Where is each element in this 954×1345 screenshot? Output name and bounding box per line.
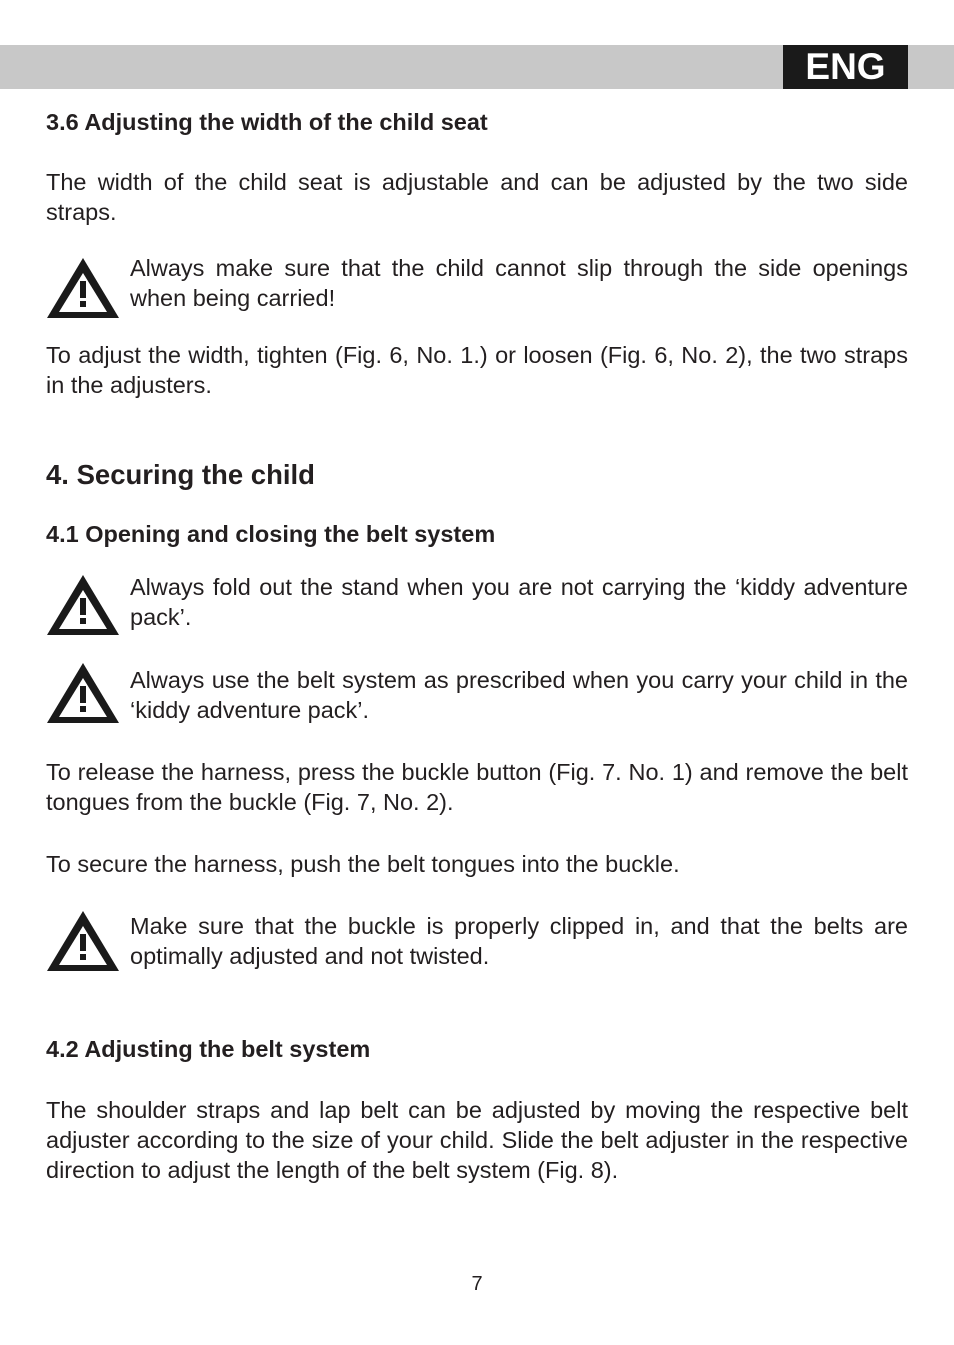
paragraph: The width of the child seat is adjustable and can be adjusted by the two side straps. — [46, 169, 908, 225]
section-heading-4: 4. Securing the child — [46, 459, 315, 490]
warning-text: Always fold out the stand when you are not carrying the ‘kiddy adventure pack’. — [130, 574, 908, 630]
warning-text: Make sure that the buckle is properly clipped in, and that the belts are optimally adjusted and not twisted. — [130, 913, 908, 969]
paragraph: To secure the harness, push the belt tongues into the buckle. — [46, 851, 680, 877]
language-label: ENG — [783, 45, 908, 89]
warning-triangle-icon — [45, 661, 121, 725]
section-heading-4-1: 4.1 Opening and closing the belt system — [46, 521, 496, 547]
warning-triangle-icon — [45, 256, 121, 320]
page-number: 7 — [471, 1273, 483, 1295]
warning-triangle-icon — [45, 573, 121, 637]
warning-triangle-icon — [45, 909, 121, 973]
warning-text: Always use the belt system as prescribed when you carry your child in the ‘kiddy adventure pack’. — [130, 667, 908, 723]
paragraph: The shoulder straps and lap belt can be adjusted by moving the respective belt adjuster according to the size of your child. Slide the belt adjuster in the respective direction to adjust the length of the belt system (Fig. 8). — [46, 1097, 908, 1183]
section-heading-4-2: 4.2 Adjusting the belt system — [46, 1036, 371, 1062]
paragraph: To release the harness, press the buckle button (Fig. 7. No. 1) and remove the belt tongues from the buckle (Fig. 7, No. 2). — [46, 759, 908, 815]
section-heading-3-6: 3.6 Adjusting the width of the child seat — [46, 109, 488, 135]
paragraph: To adjust the width, tighten (Fig. 6, No. 1.) or loosen (Fig. 6, No. 2), the two straps in the adjusters. — [46, 342, 908, 398]
warning-text: Always make sure that the child cannot slip through the side openings when being carried! — [130, 255, 908, 311]
